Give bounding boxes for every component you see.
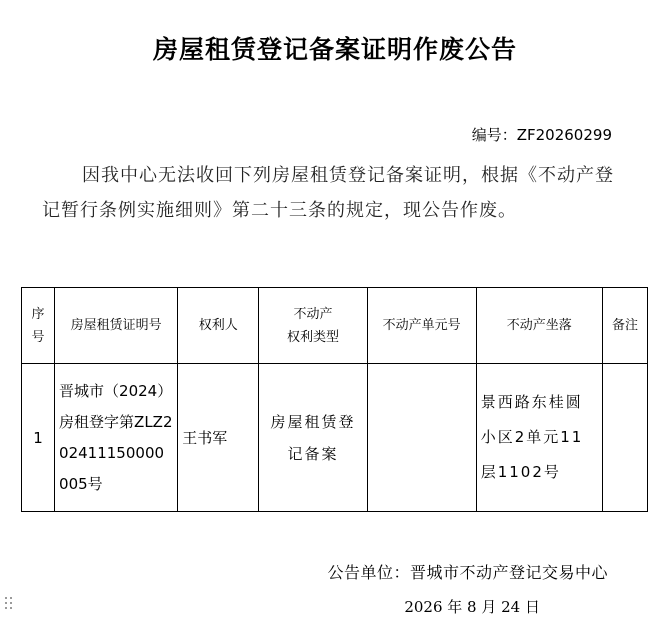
cell-remark <box>602 364 647 512</box>
header-holder: 权利人 <box>178 288 259 364</box>
header-right-type <box>259 288 367 364</box>
header-seq-line1: 序 <box>31 306 45 322</box>
document-number <box>472 124 612 145</box>
footer-organization: 公告单位：晋城市不动产登记交易中心 <box>327 563 608 582</box>
table-row <box>22 364 648 512</box>
header-location: 不动产坐落 <box>476 288 602 364</box>
header-remark: 备注 <box>602 288 647 364</box>
header-right-type-line2: 权利类型 <box>286 329 339 345</box>
document-number-value: ZF20260299 <box>516 126 612 144</box>
drag-handle-icon[interactable] <box>5 597 15 613</box>
header-seq <box>22 288 55 364</box>
cell-location: 景西路东桂圆小区2单元11层1102号 <box>476 364 602 512</box>
header-seq-line2: 号 <box>31 329 45 345</box>
document-number-label: 编号： <box>471 126 517 144</box>
cell-cert-no: 晋城市（2024）房租登字第ZLZ202411150000005号 <box>55 364 178 512</box>
header-unit-no: 不动产单元号 <box>367 288 476 364</box>
notice-body-text: 因我中心无法收回下列房屋租赁登记备案证明，根据《不动产登记暂行条例实施细则》第二十三条的规定，现公告作废。 <box>42 165 614 221</box>
cell-holder: 王书军 <box>178 364 259 512</box>
header-cert-no: 房屋租赁证明号 <box>55 288 178 364</box>
table-header-row <box>22 288 648 364</box>
notice-table <box>21 287 648 512</box>
header-right-type-line1: 不动产 <box>293 306 333 322</box>
cell-unit-no <box>367 364 476 512</box>
footer-date: 2026 年 8 月 24 日 <box>404 598 540 616</box>
cell-right-type: 房屋租赁登记备案 <box>259 364 367 512</box>
page-title: 房屋租赁登记备案证明作废公告 <box>152 35 517 64</box>
cell-seq: 1 <box>22 364 55 512</box>
